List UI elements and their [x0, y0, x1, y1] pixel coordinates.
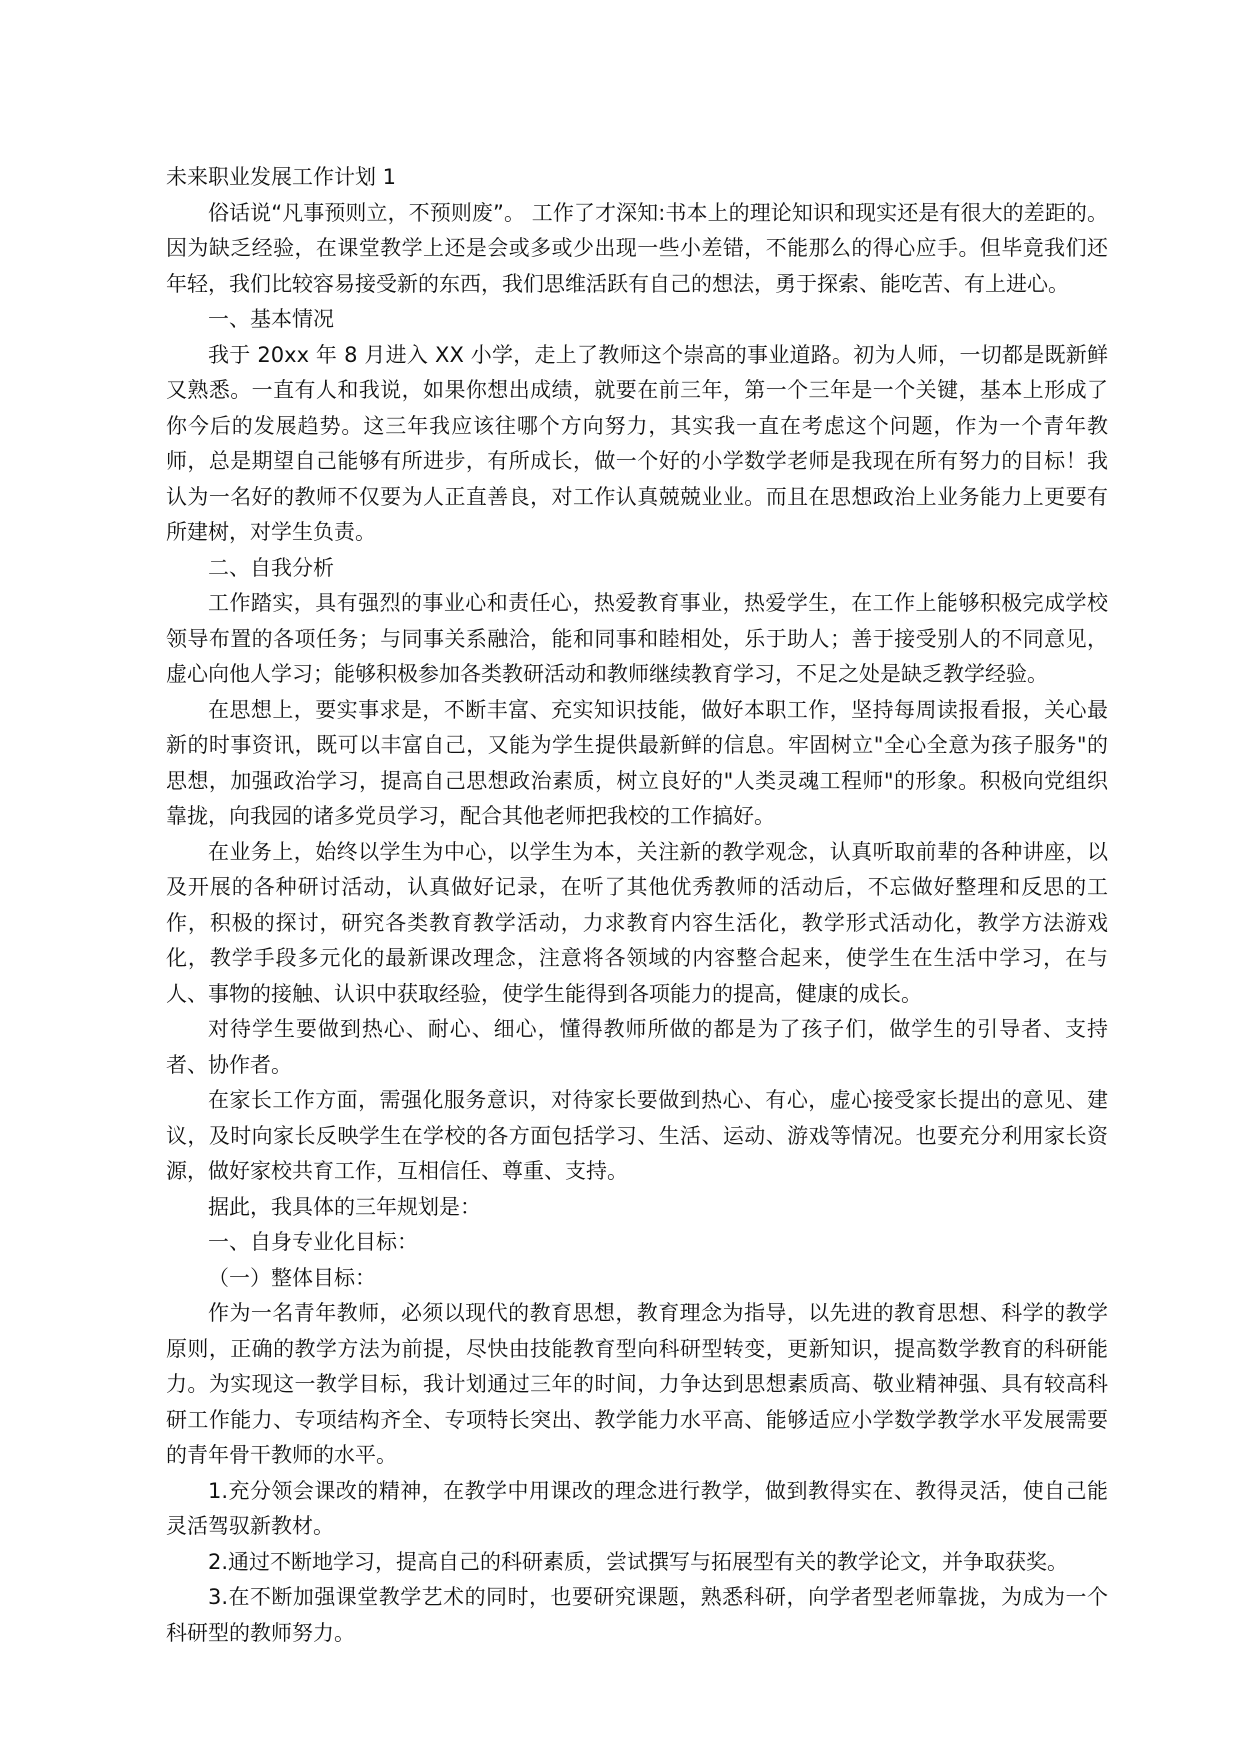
section-heading-basic-situation: 一、基本情况 — [208, 307, 334, 331]
goal-item-3: 3.在不断加强课堂教学艺术的同时，也要研究课题，熟悉科研，向学者型老师靠拢，为成为一个科研型的教师努力。 — [166, 1585, 1108, 1645]
students-paragraph: 对待学生要做到热心、耐心、细心，懂得教师所做的都是为了孩子们，做学生的引导者、支持者、协作者。 — [166, 1017, 1108, 1077]
intro-paragraph: 俗话说“凡事预则立，不预则废”。 工作了才深知:书本上的理论知识和现实还是有很大的差距的。因为缺乏经验，在课堂教学上还是会或多或少出现一些小差错，不能那么的得心应手。但毕竟我们还年轻，我们比较容易接受新的东西，我们思维活跃有自己的想法，勇于探索、能吃苦、有上进心。 — [166, 200, 1108, 296]
parents-paragraph: 在家长工作方面，需强化服务意识，对待家长要做到热心、有心，虚心接受家长提出的意见、建议，及时向家长反映学生在学校的各方面包括学习、生活、运动、游戏等情况。也要充分利用家长资源，做好家校共育工作，互相信任、尊重、支持。 — [166, 1088, 1108, 1183]
section-heading-professional-goals: 一、自身专业化目标： — [208, 1230, 418, 1254]
subsection-heading-overall-goals: （一）整体目标： — [208, 1265, 376, 1290]
plan-intro-paragraph: 据此，我具体的三年规划是： — [208, 1194, 481, 1219]
goal-item-1: 1.充分领会课改的精神，在教学中用课改的理念进行教学，做到教得实在、教得灵活，使自己能灵活驾驭新教材。 — [166, 1478, 1108, 1538]
document-page — [166, 160, 1108, 1651]
document-title: 未来职业发展工作计划 1 — [166, 165, 397, 189]
overall-goals-paragraph: 作为一名青年教师，必须以现代的教育思想，教育理念为指导，以先进的教育思想、科学的教学原则，正确的教学方法为前提，尽快由技能教育型向科研型转变，更新知识，提高数学教育的科研能力。为实现这一教学目标，我计划通过三年的时间，力争达到思想素质高、敬业精神强、具有较高科研工作能力、专项结构齐全、专项特长突出、教学能力水平高、能够适应小学数学教学水平发展需要的青年骨干教师的水平。 — [166, 1301, 1108, 1467]
professional-work-paragraph: 在业务上，始终以学生为中心，以学生为本，关注新的教学观念，认真听取前辈的各种讲座，以及开展的各种研讨活动，认真做好记录，在听了其他优秀教师的活动后，不忘做好整理和反思的工作，积极的探讨，研究各类教育教学活动，力求教育内容生活化，教学形式活动化，教学方法游戏化，教学手段多元化的最新课改理念，注意将各领域的内容整合起来，使学生在生活中学习，在与人、事物的接触、认识中获取经验，使学生能得到各项能力的提高，健康的成长。 — [166, 839, 1108, 1006]
ideology-paragraph: 在思想上，要实事求是，不断丰富、充实知识技能，做好本职工作，坚持每周读报看报，关心最新的时事资讯，既可以丰富自己，又能为学生提供最新鲜的信息。牢固树立"全心全意为孩子服务"的思想，加强政治学习，提高自己思想政治素质，树立良好的"人类灵魂工程师"的形象。积极向党组织靠拢，向我园的诸多党员学习，配合其他老师把我校的工作搞好。 — [166, 697, 1108, 828]
section-heading-self-analysis: 二、自我分析 — [208, 555, 334, 580]
basic-situation-paragraph: 我于 20xx 年 8 月进入 XX 小学，走上了教师这个崇高的事业道路。初为人师，一切都是既新鲜又熟悉。一直有人和我说，如果你想出成绩，就要在前三年，第一个三年是一个关键，基本上形成了你今后的发展趋势。这三年我应该往哪个方向努力，其实我一直在考虑这个问题，作为一个青年教师，总是期望自己能够有所进步，有所成长，做一个好的小学数学老师是我现在所有努力的目标！我认为一名好的教师不仅要为人正直善良，对工作认真兢兢业业。而且在思想政治上业务能力上更要有所建树，对学生负责。 — [166, 342, 1108, 544]
self-analysis-paragraph: 工作踏实，具有强烈的事业心和责任心，热爱教育事业，热爱学生，在工作上能够积极完成学校领导布置的各项任务；与同事关系融洽，能和同事和睦相处，乐于助人；善于接受别人的不同意见，虚心向他人学习；能够积极参加各类教研活动和教师继续教育学习，不足之处是缺乏教学经验。 — [166, 591, 1108, 686]
goal-item-2: 2.通过不断地学习，提高自己的科研素质，尝试撰写与拓展型有关的教学论文，并争取获奖。 — [208, 1549, 1069, 1574]
